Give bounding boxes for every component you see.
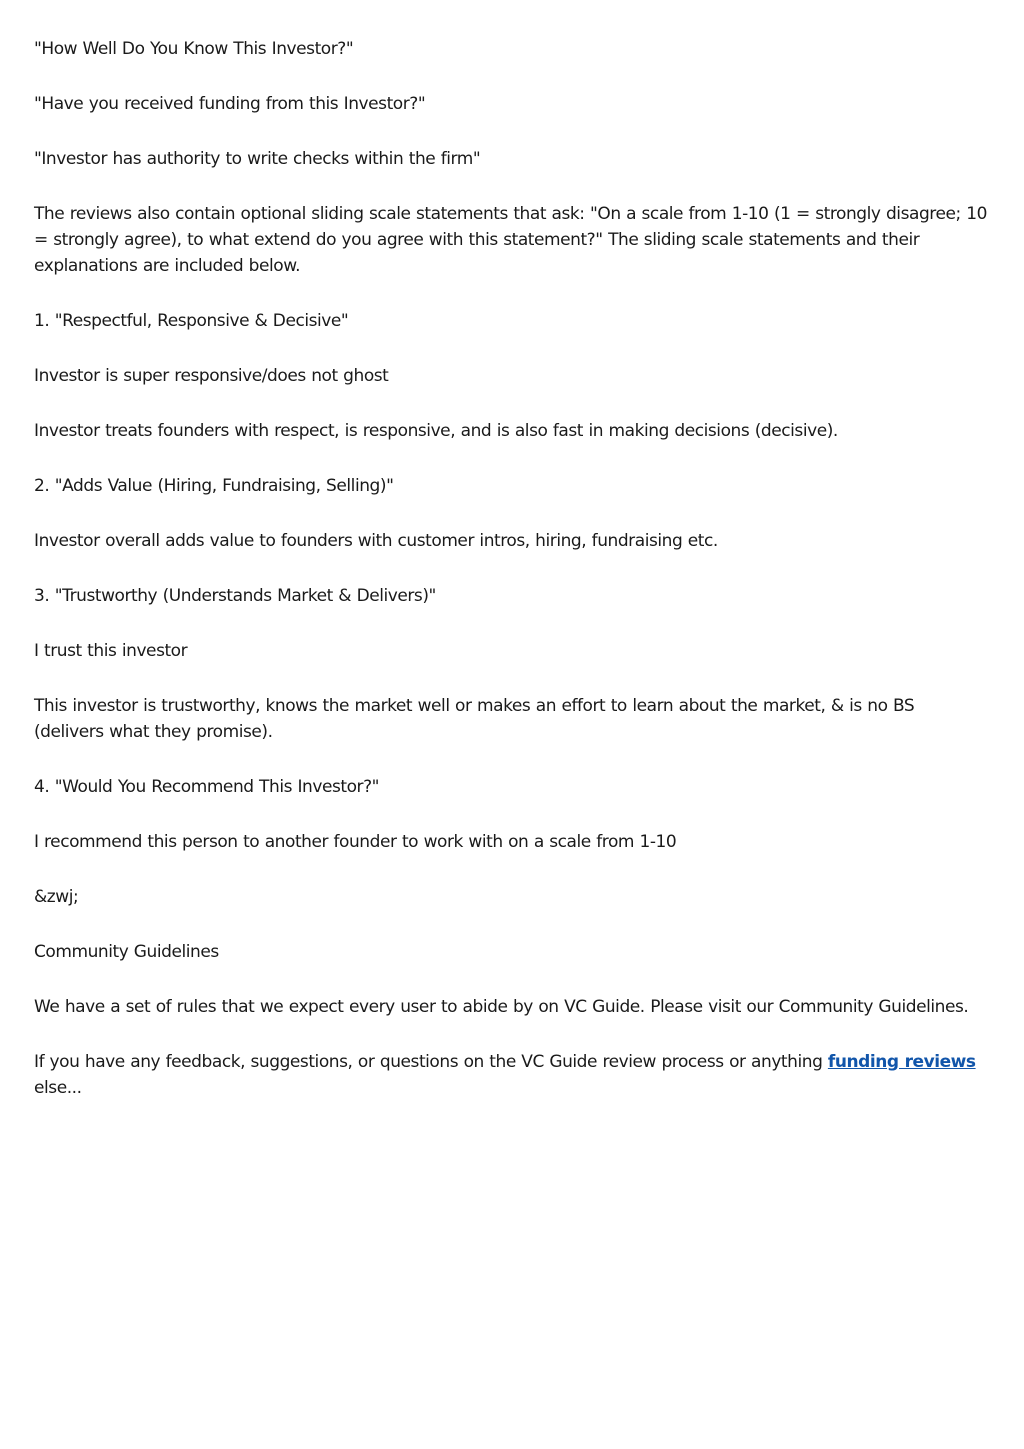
statement-4-title: 4. "Would You Recommend This Investor?" [34, 777, 380, 797]
statement-3-title: 3. "Trustworthy (Understands Market & Delivers)" [34, 586, 436, 606]
statement-1-text: Investor is super responsive/does not ghost [34, 366, 389, 386]
feedback-paragraph [34, 1049, 989, 1101]
statement-3-text: I trust this investor [34, 641, 188, 661]
statement-3-explanation: This investor is trustworthy, knows the market well or makes an effort to learn about the market, & is no BS (delivers what they promise). [34, 696, 915, 742]
statement-4-text: I recommend this person to another founder to work with on a scale from 1-10 [34, 832, 677, 852]
statement-1-title: 1. "Respectful, Responsive & Decisive" [34, 311, 349, 331]
statement-2-explanation: Investor overall adds value to founders with customer intros, hiring, fundraising etc. [34, 531, 718, 551]
community-guidelines-heading: Community Guidelines [34, 942, 219, 962]
question-check-authority: "Investor has authority to write checks within the firm" [34, 149, 481, 169]
community-guidelines-text: We have a set of rules that we expect every user to abide by on VC Guide. Please visit our Community Guidelines. [34, 997, 969, 1017]
feedback-ending: else... [34, 1078, 82, 1098]
sliding-scale-intro: The reviews also contain optional sliding scale statements that ask: "On a scale from 1-10 (1 = strongly disagree; 10 = strongly agree), to what extend do you agree with this statement?" The sliding scale statements and their explanations are included below. [34, 204, 987, 276]
question-know-investor: "How Well Do You Know This Investor?" [34, 39, 354, 59]
feedback-text: If you have any feedback, suggestions, or questions on the VC Guide review process or anything [34, 1052, 823, 1072]
statement-2-title: 2. "Adds Value (Hiring, Fundraising, Selling)" [34, 476, 394, 496]
question-received-funding: "Have you received funding from this Investor?" [34, 94, 426, 114]
zwj-entity-text: &zwj; [34, 887, 79, 907]
statement-1-explanation: Investor treats founders with respect, is responsive, and is also fast in making decisions (decisive). [34, 421, 838, 441]
funding-reviews-link[interactable]: funding reviews [827, 1052, 976, 1072]
document-body [34, 36, 989, 1130]
